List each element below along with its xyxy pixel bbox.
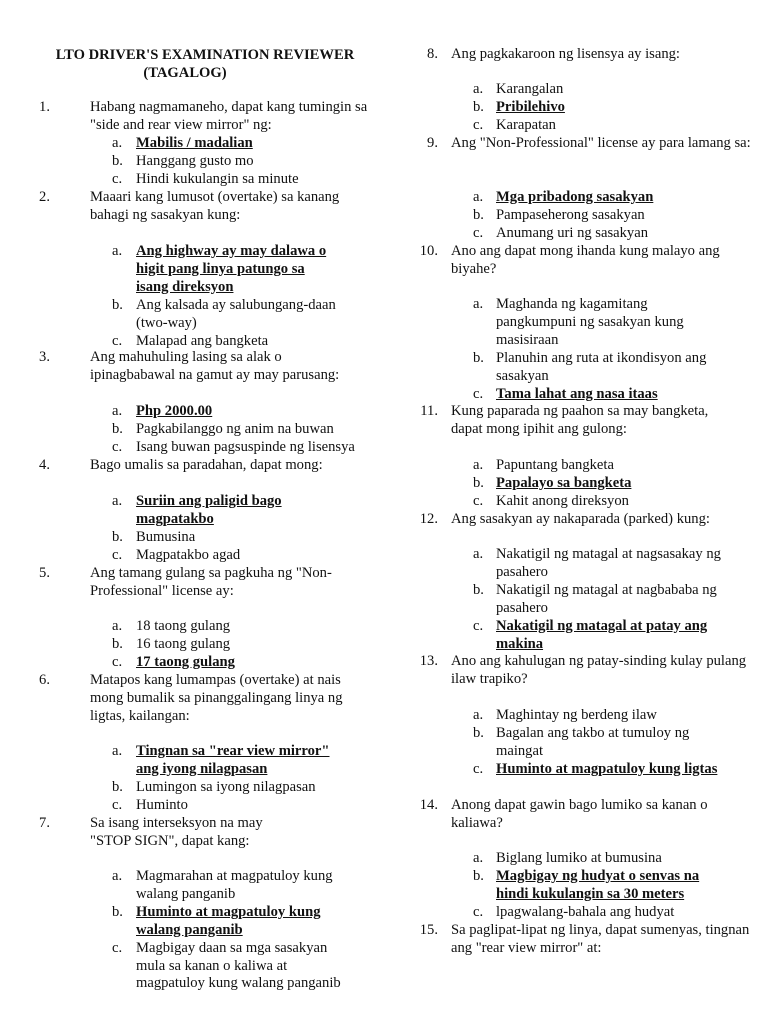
option-letter: b. <box>112 528 123 545</box>
question-text: Ano ang kahulugan ng patay-sinding kulay pulang ilaw trapiko? <box>451 653 747 687</box>
option-letter: a. <box>112 743 123 759</box>
option-letter: c. <box>112 796 123 813</box>
option-letter: a. <box>112 243 123 259</box>
correct-answer: Pribilehivo <box>496 98 565 115</box>
option-letter: a. <box>473 707 484 723</box>
option-letter: b. <box>112 635 123 652</box>
question-text: Ang pagkakaroon ng lisensya ay isang: <box>451 46 680 62</box>
question-number: 11. <box>420 403 438 419</box>
question-text: Ang "Non-Professional" license ay para lamang sa: <box>451 135 751 151</box>
option-letter: b. <box>112 903 123 920</box>
question-number: 13. <box>419 653 438 669</box>
option-letter: a. <box>112 135 123 151</box>
question-number: 14. <box>419 797 438 813</box>
option-letter: c. <box>473 760 484 777</box>
option-letter: c. <box>473 385 484 402</box>
option-letter: c. <box>112 438 123 455</box>
question-text: Ano ang dapat mong ihanda kung malayo ang biyahe? <box>451 243 720 277</box>
answer-option: Magmarahan at magpatuloy kung walang panganib <box>136 868 333 902</box>
option-letter: c. <box>112 653 123 670</box>
option-letter: a. <box>473 546 484 562</box>
correct-answer: Suriin ang paligid bago magpatakbo <box>136 493 282 527</box>
correct-answer: Papalayo sa bangketa <box>496 474 632 491</box>
question-text: Anong dapat gawin bago lumiko sa kanan o kaliawa? <box>451 797 708 831</box>
answer-option: Nakatigil ng matagal at nagsasakay ng pasahero <box>496 546 721 580</box>
question-number: 4. <box>39 457 50 473</box>
question-number: 8. <box>427 46 438 62</box>
correct-answer: Huminto at magpatuloy kung walang panganib <box>136 903 321 938</box>
option-letter: c. <box>112 546 123 563</box>
correct-answer: Php 2000.00 <box>136 403 213 419</box>
option-letter: a. <box>473 457 484 473</box>
option-letter: a. <box>473 189 484 205</box>
question-number: 7. <box>39 815 50 831</box>
question-text: Ang tamang gulang sa pagkuha ng "Non-Professional" license ay: <box>90 565 332 599</box>
question-text: Kung paparada ng paahon sa may bangketa, dapat mong ipihit ang gulong: <box>451 403 709 437</box>
option-letter: b. <box>473 206 484 223</box>
option-letter: b. <box>473 349 484 366</box>
option-letter: b. <box>112 778 123 795</box>
question-number: 6. <box>39 672 50 688</box>
answer-option: Magpatakbo agad <box>136 546 241 563</box>
option-letter: c. <box>112 170 123 187</box>
question-number: 2. <box>39 189 50 205</box>
question-text: Habang nagmamaneho, dapat kang tumingin sa "side and rear view mirror" ng: <box>90 99 368 133</box>
option-letter: c. <box>473 116 484 133</box>
correct-answer: Nakatigil ng matagal at patay ang makina <box>496 617 708 652</box>
answer-option: Hindi kukulangin sa minute <box>136 170 299 187</box>
question-text: Ang sasakyan ay nakaparada (parked) kung: <box>451 511 710 527</box>
answer-option: Magbigay daan sa mga sasakyan mula sa kanan o kaliwa at magpatuloy kung walang panganib <box>136 939 341 992</box>
answer-option: Ang kalsada ay salubungang-daan (two-way) <box>136 296 336 331</box>
answer-option: Karapatan <box>496 116 556 133</box>
option-letter: a. <box>473 81 484 97</box>
question-number: 1. <box>39 99 50 115</box>
option-letter: b. <box>473 474 484 491</box>
answer-option: Hanggang gusto mo <box>136 152 254 169</box>
question-text: Ang mahuhuling lasing sa alak o ipinagbabawal na gamut ay may parusang: <box>90 349 340 383</box>
answer-option: Kahit anong direksyon <box>496 492 629 509</box>
option-letter: b. <box>473 867 484 884</box>
document-title: LTO DRIVER'S EXAMINATION REVIEWER <box>55 47 355 63</box>
question-number: 10. <box>419 243 438 259</box>
correct-answer: 17 taong gulang <box>136 653 235 670</box>
answer-option: Bumusina <box>136 528 196 545</box>
option-letter: c. <box>112 332 123 349</box>
option-letter: c. <box>473 617 484 634</box>
correct-answer: Tama lahat ang nasa itaas <box>496 385 658 402</box>
correct-answer: Mga pribadong sasakyan <box>496 189 654 205</box>
correct-answer: Mabilis / madalian <box>136 135 253 151</box>
answer-option: Lumingon sa iyong nilagpasan <box>136 778 316 795</box>
document-subtitle: (TAGALOG) <box>143 65 227 81</box>
option-letter: a. <box>112 618 123 634</box>
answer-option: Maghintay ng berdeng ilaw <box>496 707 657 723</box>
option-letter: b. <box>473 98 484 115</box>
answer-option: Papuntang bangketa <box>496 457 614 473</box>
option-letter: c. <box>473 903 484 920</box>
answer-option: Bagalan ang takbo at tumuloy ng maingat <box>496 724 690 759</box>
answer-option: 16 taong gulang <box>136 635 231 652</box>
option-letter: a. <box>473 296 484 312</box>
answer-option: Malapad ang bangketa <box>136 332 269 349</box>
answer-option: Anumang uri ng sasakyan <box>496 224 648 241</box>
option-letter: a. <box>473 850 484 866</box>
answer-option: Pagkabilanggo ng anim na buwan <box>136 420 334 437</box>
option-letter: b. <box>473 581 484 598</box>
question-number: 15. <box>419 922 438 938</box>
answer-option: Pampaseherong sasakyan <box>496 206 645 223</box>
answer-option: Nakatigil ng matagal at nagbababa ng pasahero <box>496 581 717 616</box>
answer-option: 18 taong gulang <box>136 618 231 634</box>
option-letter: a. <box>112 493 123 509</box>
question-text: Sa isang interseksyon na may "STOP SIGN", dapat kang: <box>90 815 263 849</box>
option-letter: b. <box>112 152 123 169</box>
question-text: Matapos kang lumampas (overtake) at nais mong bumalik sa pinanggalingang linya ng ligtas, kailangan: <box>90 672 343 724</box>
answer-option: Biglang lumiko at bumusina <box>496 850 662 866</box>
option-letter: b. <box>473 724 484 741</box>
option-letter: b. <box>112 296 123 313</box>
question-number: 12. <box>419 511 438 527</box>
answer-option: Isang buwan pagsuspinde ng lisensya <box>136 438 355 455</box>
correct-answer: Huminto at magpatuloy kung ligtas <box>496 760 718 777</box>
question-text: Sa paglipat-lipat ng linya, dapat sumenyas, tingnan ang "rear view mirror" at: <box>451 922 750 956</box>
answer-option: Huminto <box>136 796 188 813</box>
correct-answer: Ang highway ay may dalawa o higit pang linya patungo sa isang direksyon <box>136 243 327 295</box>
correct-answer: Magbigay ng hudyat o senvas na hindi kukulangin sa 30 meters <box>496 867 700 902</box>
question-text: Bago umalis sa paradahan, dapat mong: <box>90 457 323 473</box>
option-letter: a. <box>112 868 123 884</box>
correct-answer: Tingnan sa "rear view mirror" ang iyong nilagpasan <box>136 743 330 777</box>
answer-option: lpagwalang-bahala ang hudyat <box>496 903 675 920</box>
option-letter: b. <box>112 420 123 437</box>
option-letter: c. <box>112 939 123 956</box>
answer-option: Maghanda ng kagamitang pangkumpuni ng sasakyan kung masisiraan <box>496 296 684 348</box>
question-number: 3. <box>39 349 50 365</box>
question-number: 5. <box>39 565 50 581</box>
answer-option: Planuhin ang ruta at ikondisyon ang sasakyan <box>496 349 707 384</box>
option-letter: c. <box>473 224 484 241</box>
option-letter: a. <box>112 403 123 419</box>
question-text: Maaari kang lumusot (overtake) sa kanang bahagi ng sasakyan kung: <box>90 189 340 223</box>
answer-option: Karangalan <box>496 81 564 97</box>
question-number: 9. <box>427 135 438 151</box>
option-letter: c. <box>473 492 484 509</box>
